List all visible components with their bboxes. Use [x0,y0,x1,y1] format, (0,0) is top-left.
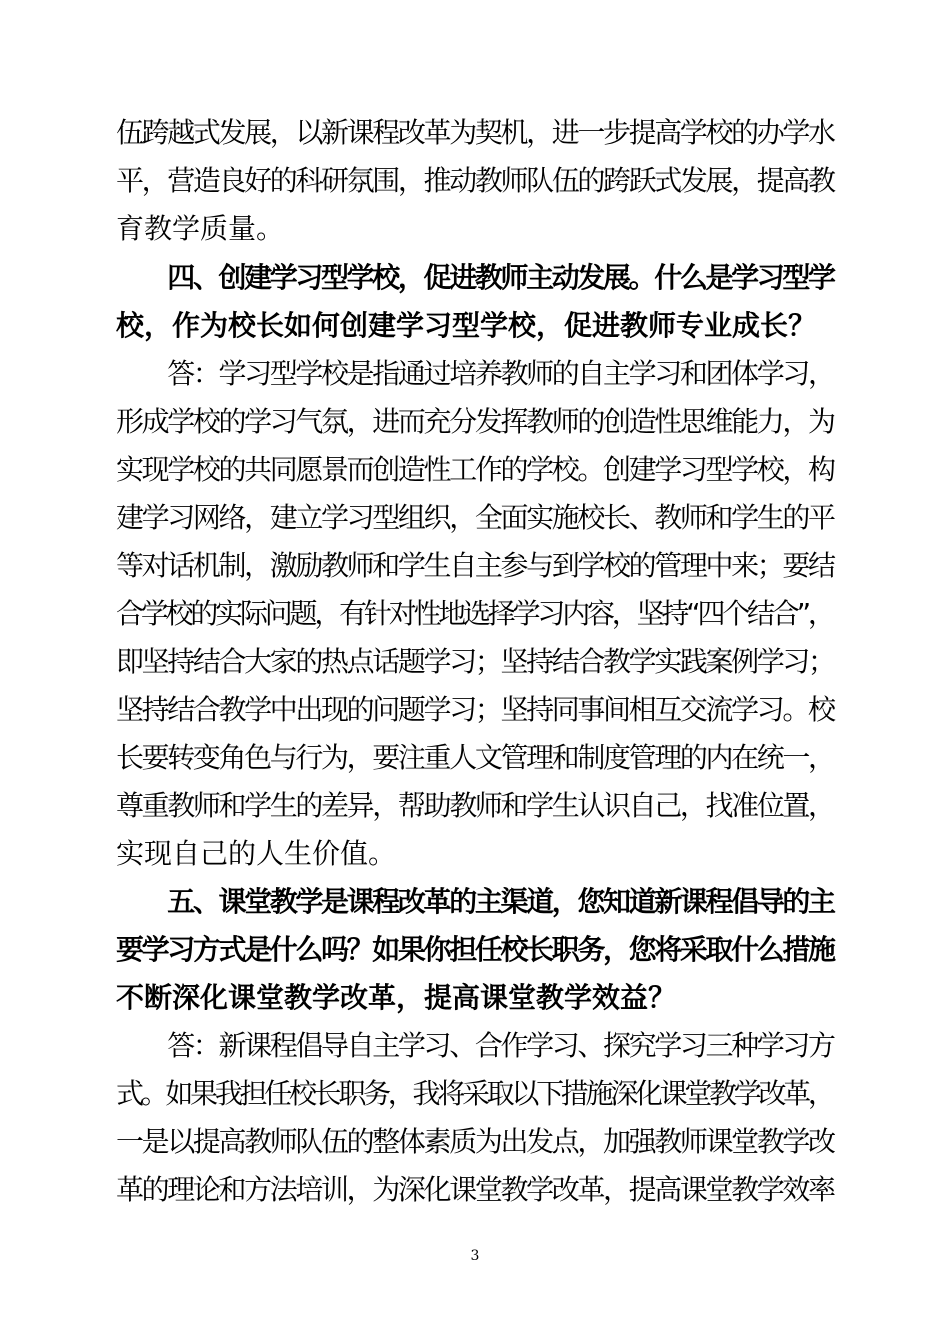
page-number: 3 [470,1248,480,1264]
answer-text-line: 即坚持结合大家的热点话题学习；坚持结合教学实践案例学习； [116,645,834,678]
answer-text-line: 合学校的实际问题，有针对性地选择学习内容，坚持“四个结合”， [116,597,833,630]
answer-text-line: 答：学习型学校是指通过培养教师的自主学习和团体学习， [116,357,834,390]
body-text-line: 育教学质量。 [116,212,285,245]
question-heading-line: 五、课堂教学是课程改革的主渠道，您知道新课程倡导的主 [116,885,834,918]
answer-text-line: 坚持结合教学中出现的问题学习；坚持同事间相互交流学习。校 [116,693,834,726]
question-heading-line: 要学习方式是什么吗？如果你担任校长职务，您将采取什么措施 [116,933,834,966]
answer-text-line: 革的理论和方法培训，为深化课堂教学改革，提高课堂教学效率 [116,1173,834,1206]
answer-text-line: 实现学校的共同愿景而创造性工作的学校。创建学习型学校，构 [116,453,834,486]
answer-text-line: 式。如果我担任校长职务，我将采取以下措施深化课堂教学改革， [116,1077,833,1110]
answer-text-line: 一是以提高教师队伍的整体素质为出发点，加强教师课堂教学改 [116,1125,834,1158]
answer-text-line: 形成学校的学习气氛，进而充分发挥教师的创造性思维能力，为 [116,405,834,438]
body-text-line: 伍跨越式发展，以新课程改革为契机，进一步提高学校的办学水 [116,116,834,149]
question-heading-line: 校，作为校长如何创建学习型学校，促进教师专业成长？ [116,309,817,342]
question-heading-line: 不断深化课堂教学改革，提高课堂教学效益？ [116,981,677,1014]
answer-text-line: 等对话机制，激励教师和学生自主参与到学校的管理中来；要结 [116,549,834,582]
answer-text-line: 答：新课程倡导自主学习、合作学习、探究学习三种学习方 [116,1029,834,1062]
answer-text-line: 尊重教师和学生的差异，帮助教师和学生认识自己，找准位置， [116,789,834,822]
answer-text-line: 实现自己的人生价值。 [116,837,397,870]
answer-text-line: 长要转变角色与行为，要注重人文管理和制度管理的内在统一， [116,741,834,774]
question-heading-line: 四、创建学习型学校，促进教师主动发展。什么是学习型学 [116,261,834,294]
answer-text-line: 建学习网络，建立学习型组织，全面实施校长、教师和学生的平 [116,501,834,534]
body-text-line: 平，营造良好的科研氛围，推动教师队伍的跨跃式发展，提高教 [116,164,834,197]
